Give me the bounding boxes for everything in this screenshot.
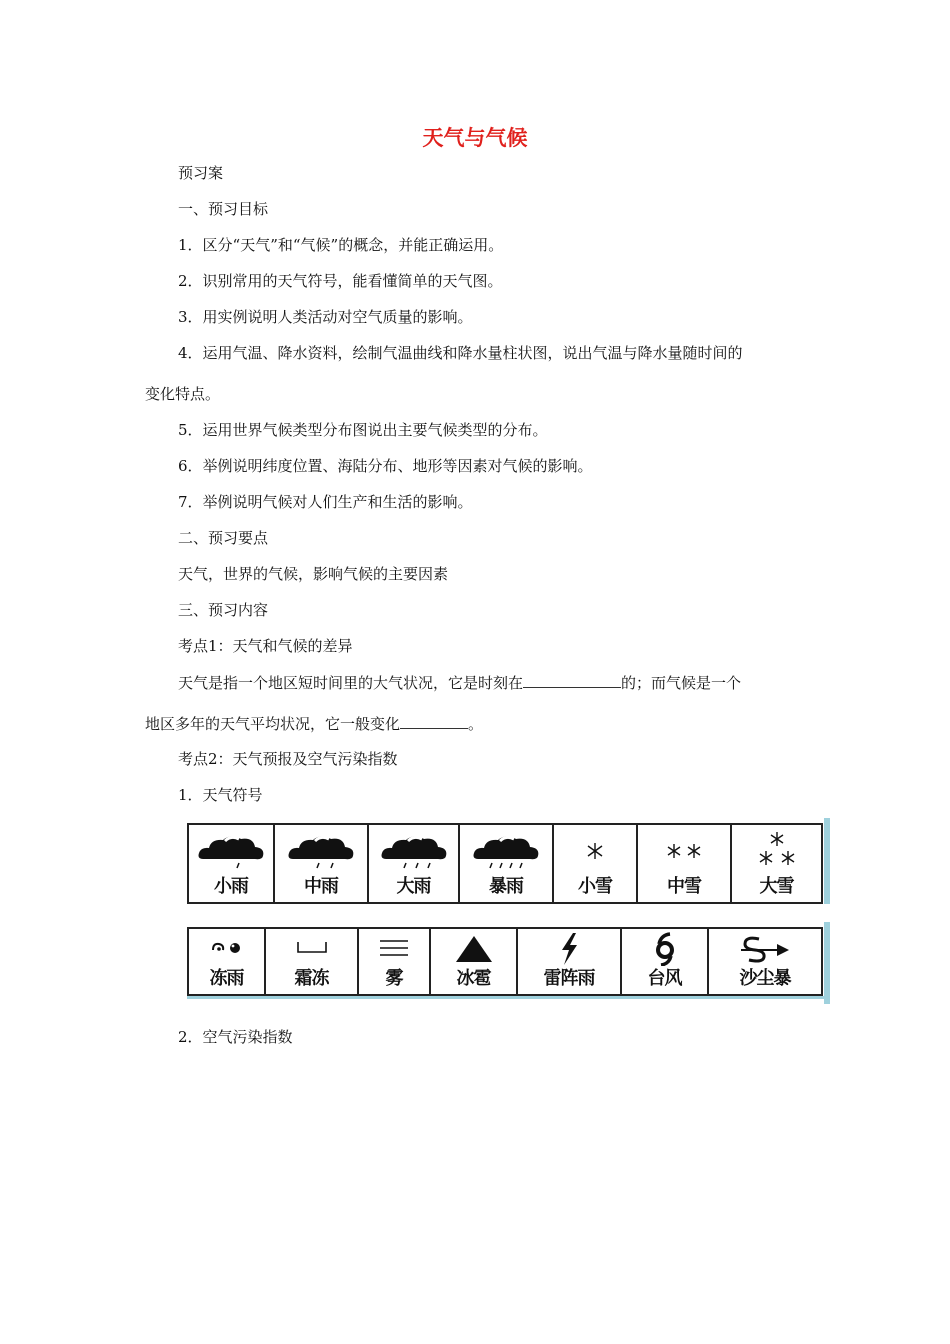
heavy-rain-icon [369,825,458,876]
paragraph-text: 地区多年的天气平均状况，它一般变化 [145,715,401,733]
symbol-label: 雾 [385,968,403,989]
symbol-sandstorm [709,929,821,994]
fill-blank-1[interactable] [523,672,621,688]
table-edge-shadow [824,818,830,904]
symbol-freezing-rain [189,929,266,994]
symbol-label: 小雪 [578,876,612,897]
symbol-label: 大雨 [396,876,431,897]
hail-icon [431,929,516,968]
weather-symbols-row-2 [187,927,823,996]
symbol-typhoon [622,929,709,994]
symbol-hail [431,929,518,994]
goal-item: 5．运用世界气候类型分布图说出主要气候类型的分布。 [178,421,548,439]
typhoon-icon [622,929,707,968]
content-heading: 三、预习内容 [178,601,269,619]
symbol-light-snow [554,825,638,902]
symbol-label: 台风 [647,968,682,989]
light-rain-icon [189,825,273,876]
symbol-frost [266,929,359,994]
item-weather-symbols: 1．天气符号 [178,786,263,804]
frost-icon [266,929,357,968]
goal-item: 6．举例说明纬度位置、海陆分布、地形等因素对气候的影响。 [178,457,593,475]
symbol-fog [359,929,431,994]
symbol-light-rain [189,825,275,902]
fill-blank-2[interactable] [400,713,468,729]
kaodian-2: 考点2：天气预报及空气污染指数 [178,750,398,768]
points-text: 天气，世界的气候，影响气候的主要因素 [178,565,449,583]
symbol-moderate-rain [275,825,369,902]
goal-item: 3．用实例说明人类活动对空气质量的影响。 [178,308,473,326]
moderate-rain-icon [275,825,367,876]
paragraph-line-2 [145,713,483,734]
kaodian-1: 考点1：天气和气候的差异 [178,637,353,655]
symbol-heavy-snow [732,825,821,902]
symbol-label: 霜冻 [294,968,329,989]
table-edge-shadow [187,996,830,999]
goals-heading: 一、预习目标 [178,200,269,218]
symbol-label: 中雨 [304,876,338,897]
paragraph-text: 。 [468,715,484,733]
symbol-label: 暴雨 [489,876,523,897]
light-snow-icon [554,825,636,876]
rainstorm-icon [460,825,552,876]
heavy-snow-icon [732,825,821,876]
symbol-heavy-rain [369,825,460,902]
paragraph-text: 的；而气候是一个 [621,674,742,692]
weather-symbols-row-1 [187,823,823,904]
paragraph-text: 天气是指一个地区短时间里的大气状况，它是时刻在 [178,674,524,692]
goal-item: 2．识别常用的天气符号，能看懂简单的天气图。 [178,272,503,290]
goal-item: 1．区分“天气”和“气候”的概念，并能正确运用。 [178,236,504,254]
symbol-rainstorm [460,825,554,902]
table-edge-shadow [824,922,830,1004]
sandstorm-icon [709,929,821,968]
moderate-snow-icon [638,825,730,876]
symbol-label: 大雪 [759,876,794,897]
symbol-label: 小雨 [214,876,248,897]
fog-icon [359,929,429,968]
document-title: 天气与气候 [422,125,528,150]
goal-item-continued: 变化特点。 [145,385,221,403]
item-air-pollution-index: 2．空气污染指数 [178,1028,293,1046]
symbol-label: 冻雨 [209,968,244,989]
paragraph-line-1 [178,672,741,693]
lightning-icon [518,929,620,968]
symbol-thundershower [518,929,622,994]
section-label: 预习案 [178,164,224,182]
goal-item: 4．运用气温、降水资料，绘制气温曲线和降水量柱状图，说出气温与降水量随时间的 [178,344,743,362]
symbol-moderate-snow [638,825,732,902]
points-heading: 二、预习要点 [178,529,269,547]
goal-item: 7．举例说明气候对人们生产和生活的影响。 [178,493,473,511]
symbol-label: 雷阵雨 [543,968,595,989]
freezing-rain-icon [189,929,264,968]
symbol-label: 沙尘暴 [739,968,791,989]
symbol-label: 冰雹 [456,968,491,989]
symbol-label: 中雪 [667,876,701,897]
